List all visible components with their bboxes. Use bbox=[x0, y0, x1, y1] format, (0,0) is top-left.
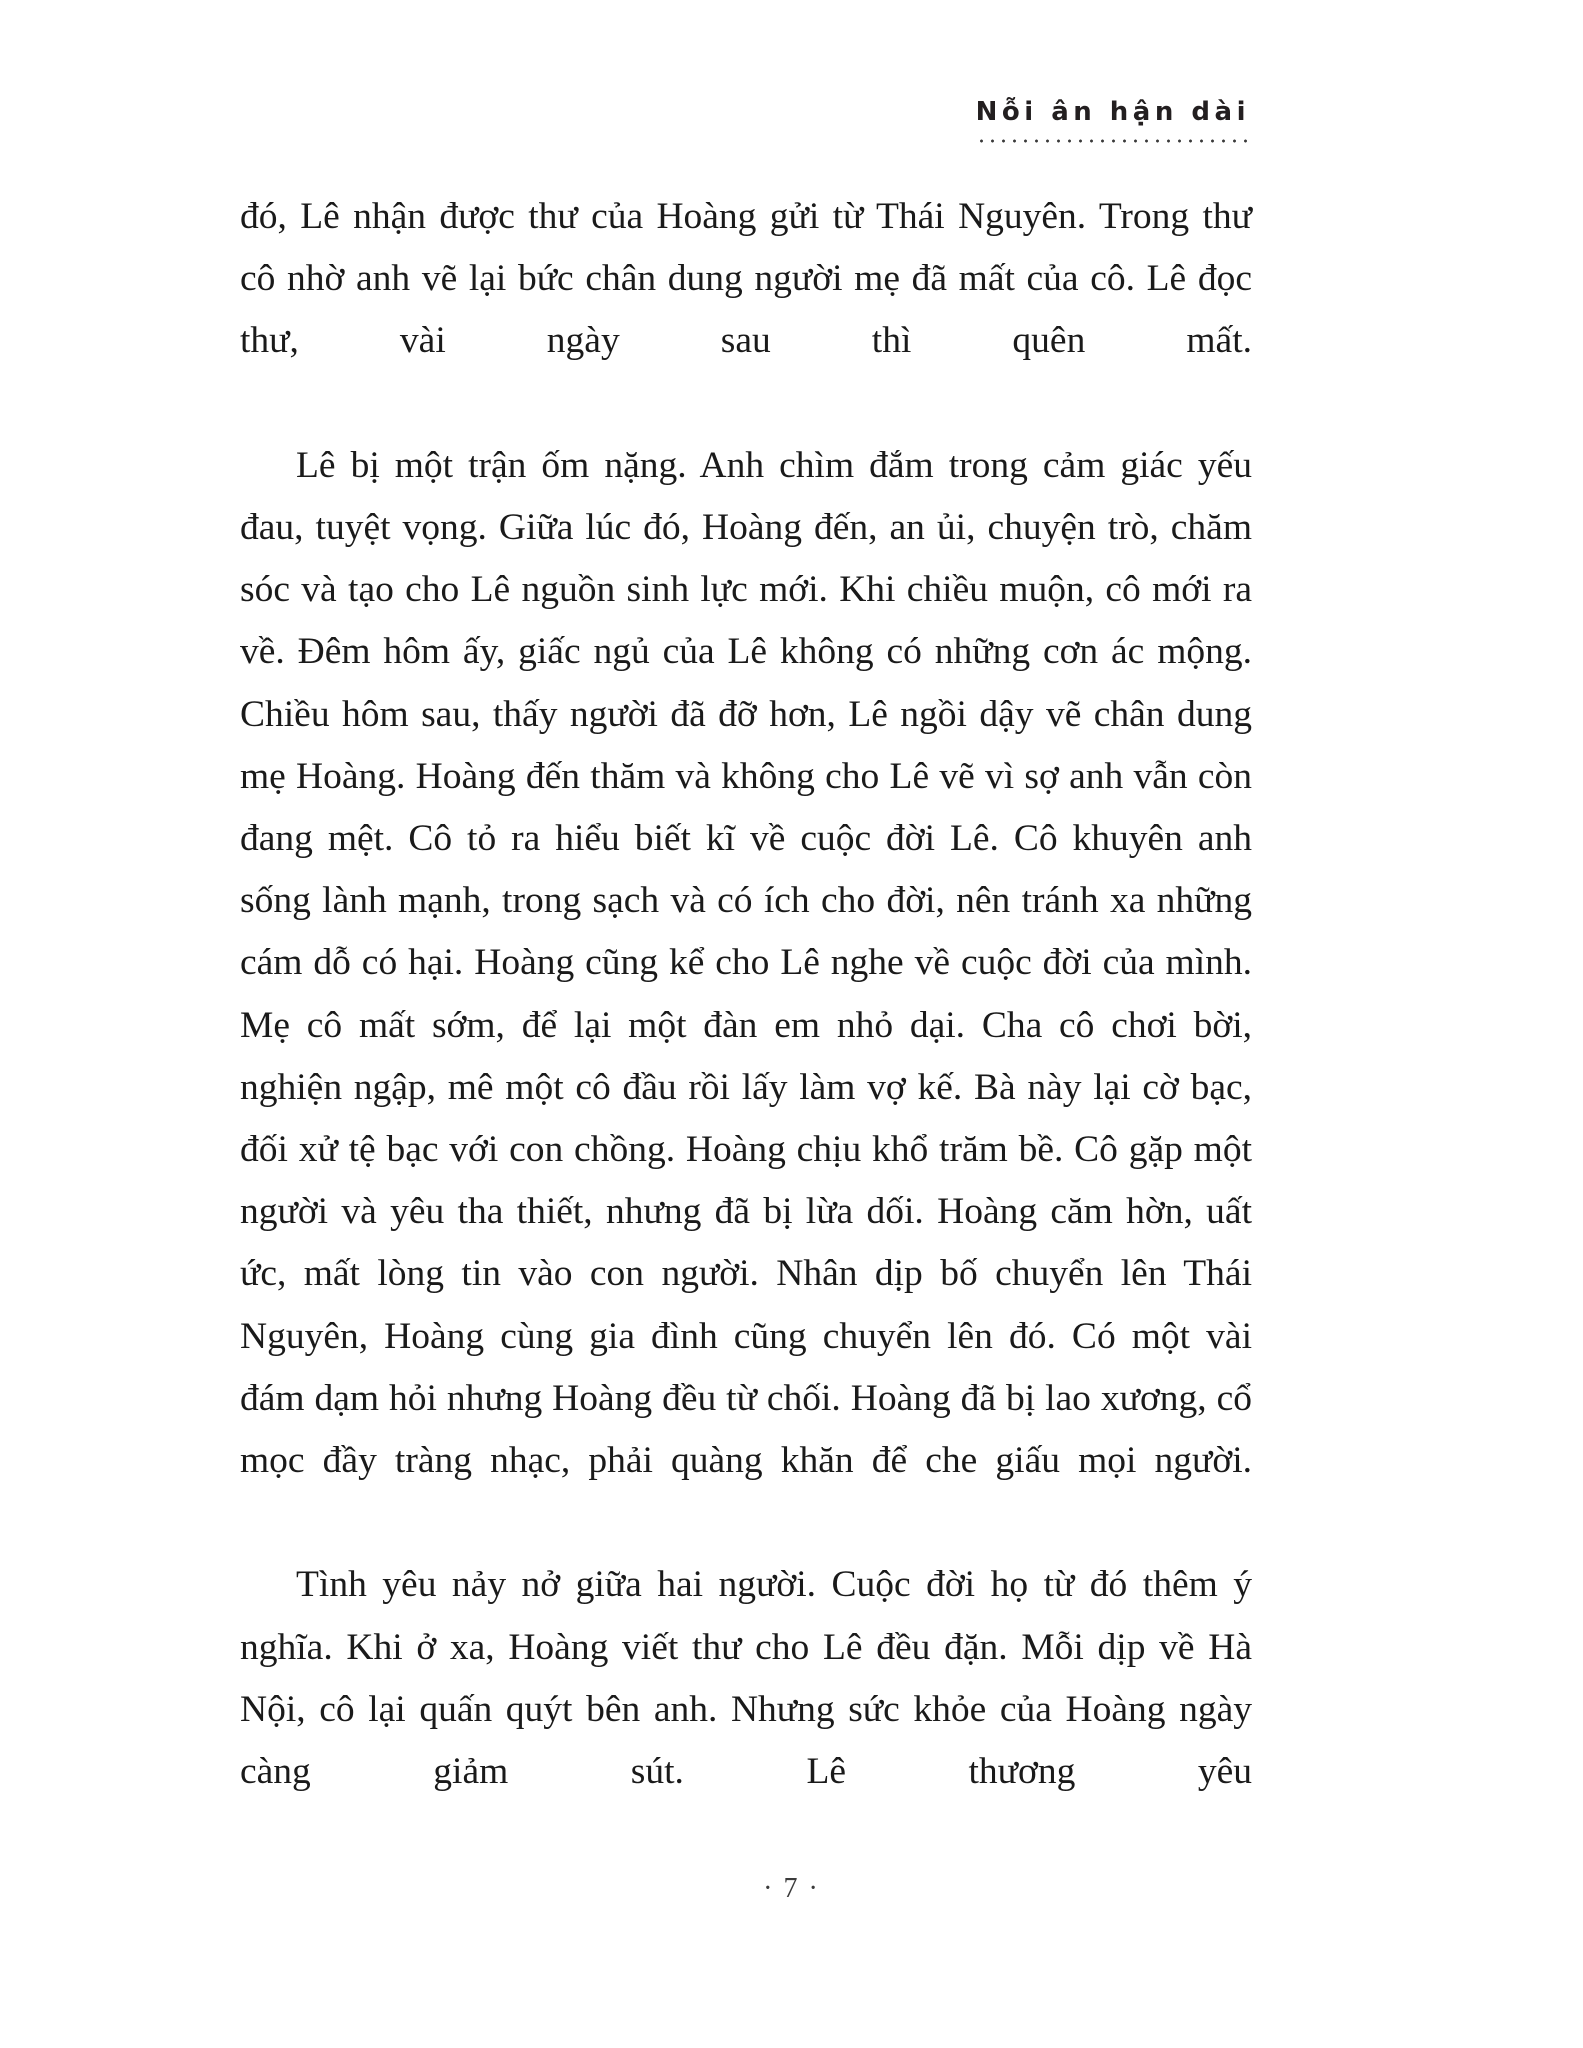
running-header bbox=[976, 98, 1250, 143]
paragraph-1: đó, Lê nhận được thư của Hoàng gửi từ Thái Nguyên. Trong thư cô nhờ anh vẽ lại bức chân dung người mẹ đã mất của cô. Lê đọc thư, vài ngày sau thì quên mất. bbox=[240, 196, 1252, 362]
paragraph-2: Lê bị một trận ốm nặng. Anh chìm đắm trong cảm giác yếu đau, tuyệt vọng. Giữa lúc đó, Hoàng đến, an ủi, chuyện trò, chăm sóc và tạo cho Lê nguồn sinh lực mới. Khi chiều muộn, cô mới ra về. Đêm hôm ấy, giấc ngủ của Lê không có những cơn ác mộng. Chiều hôm sau, thấy người đã đỡ hơn, Lê ngồi dậy vẽ chân dung mẹ Hoàng. Hoàng đến thăm và không cho Lê vẽ vì sợ anh vẫn còn đang mệt. Cô tỏ ra hiểu biết kĩ về cuộc đời Lê. Cô khuyên anh sống lành mạnh, trong sạch và có ích cho đời, nên tránh xa những cám dỗ có hại. Hoàng cũng kể cho Lê nghe về cuộc đời của mình. Mẹ cô mất sớm, để lại một đàn em nhỏ dại. Cha cô chơi bời, nghiện ngập, mê một cô đầu rồi lấy làm vợ kế. Bà này lại cờ bạc, đối xử tệ bạc với con chồng. Hoàng chịu khổ trăm bề. Cô gặp một người và yêu tha thiết, nhưng đã bị lừa dối. Hoàng căm hờn, uất ức, mất lòng tin vào con người. Nhân dịp bố chuyển lên Thái Nguyên, Hoàng cùng gia đình cũng chuyển lên đó. Có một vài đám dạm hỏi nhưng Hoàng đều từ chối. Hoàng đã bị lao xương, cổ mọc đầy tràng nhạc, phải quàng khăn để che giấu mọi người. bbox=[240, 444, 1252, 1482]
running-header-title: Nỗi ân hận dài bbox=[975, 97, 1250, 127]
page-number: · 7 · bbox=[763, 1873, 820, 1904]
paragraph-3: Tình yêu nảy nở giữa hai người. Cuộc đời họ từ đó thêm ý nghĩa. Khi ở xa, Hoàng viết thư cho Lê đều đặn. Mỗi dịp về Hà Nội, cô lại quấn quýt bên anh. Nhưng sức khỏe của Hoàng ngày càng giảm sút. Lê thương yêu bbox=[240, 1564, 1252, 1793]
dotted-rule bbox=[976, 139, 1250, 143]
body-text-column bbox=[240, 186, 1252, 1865]
